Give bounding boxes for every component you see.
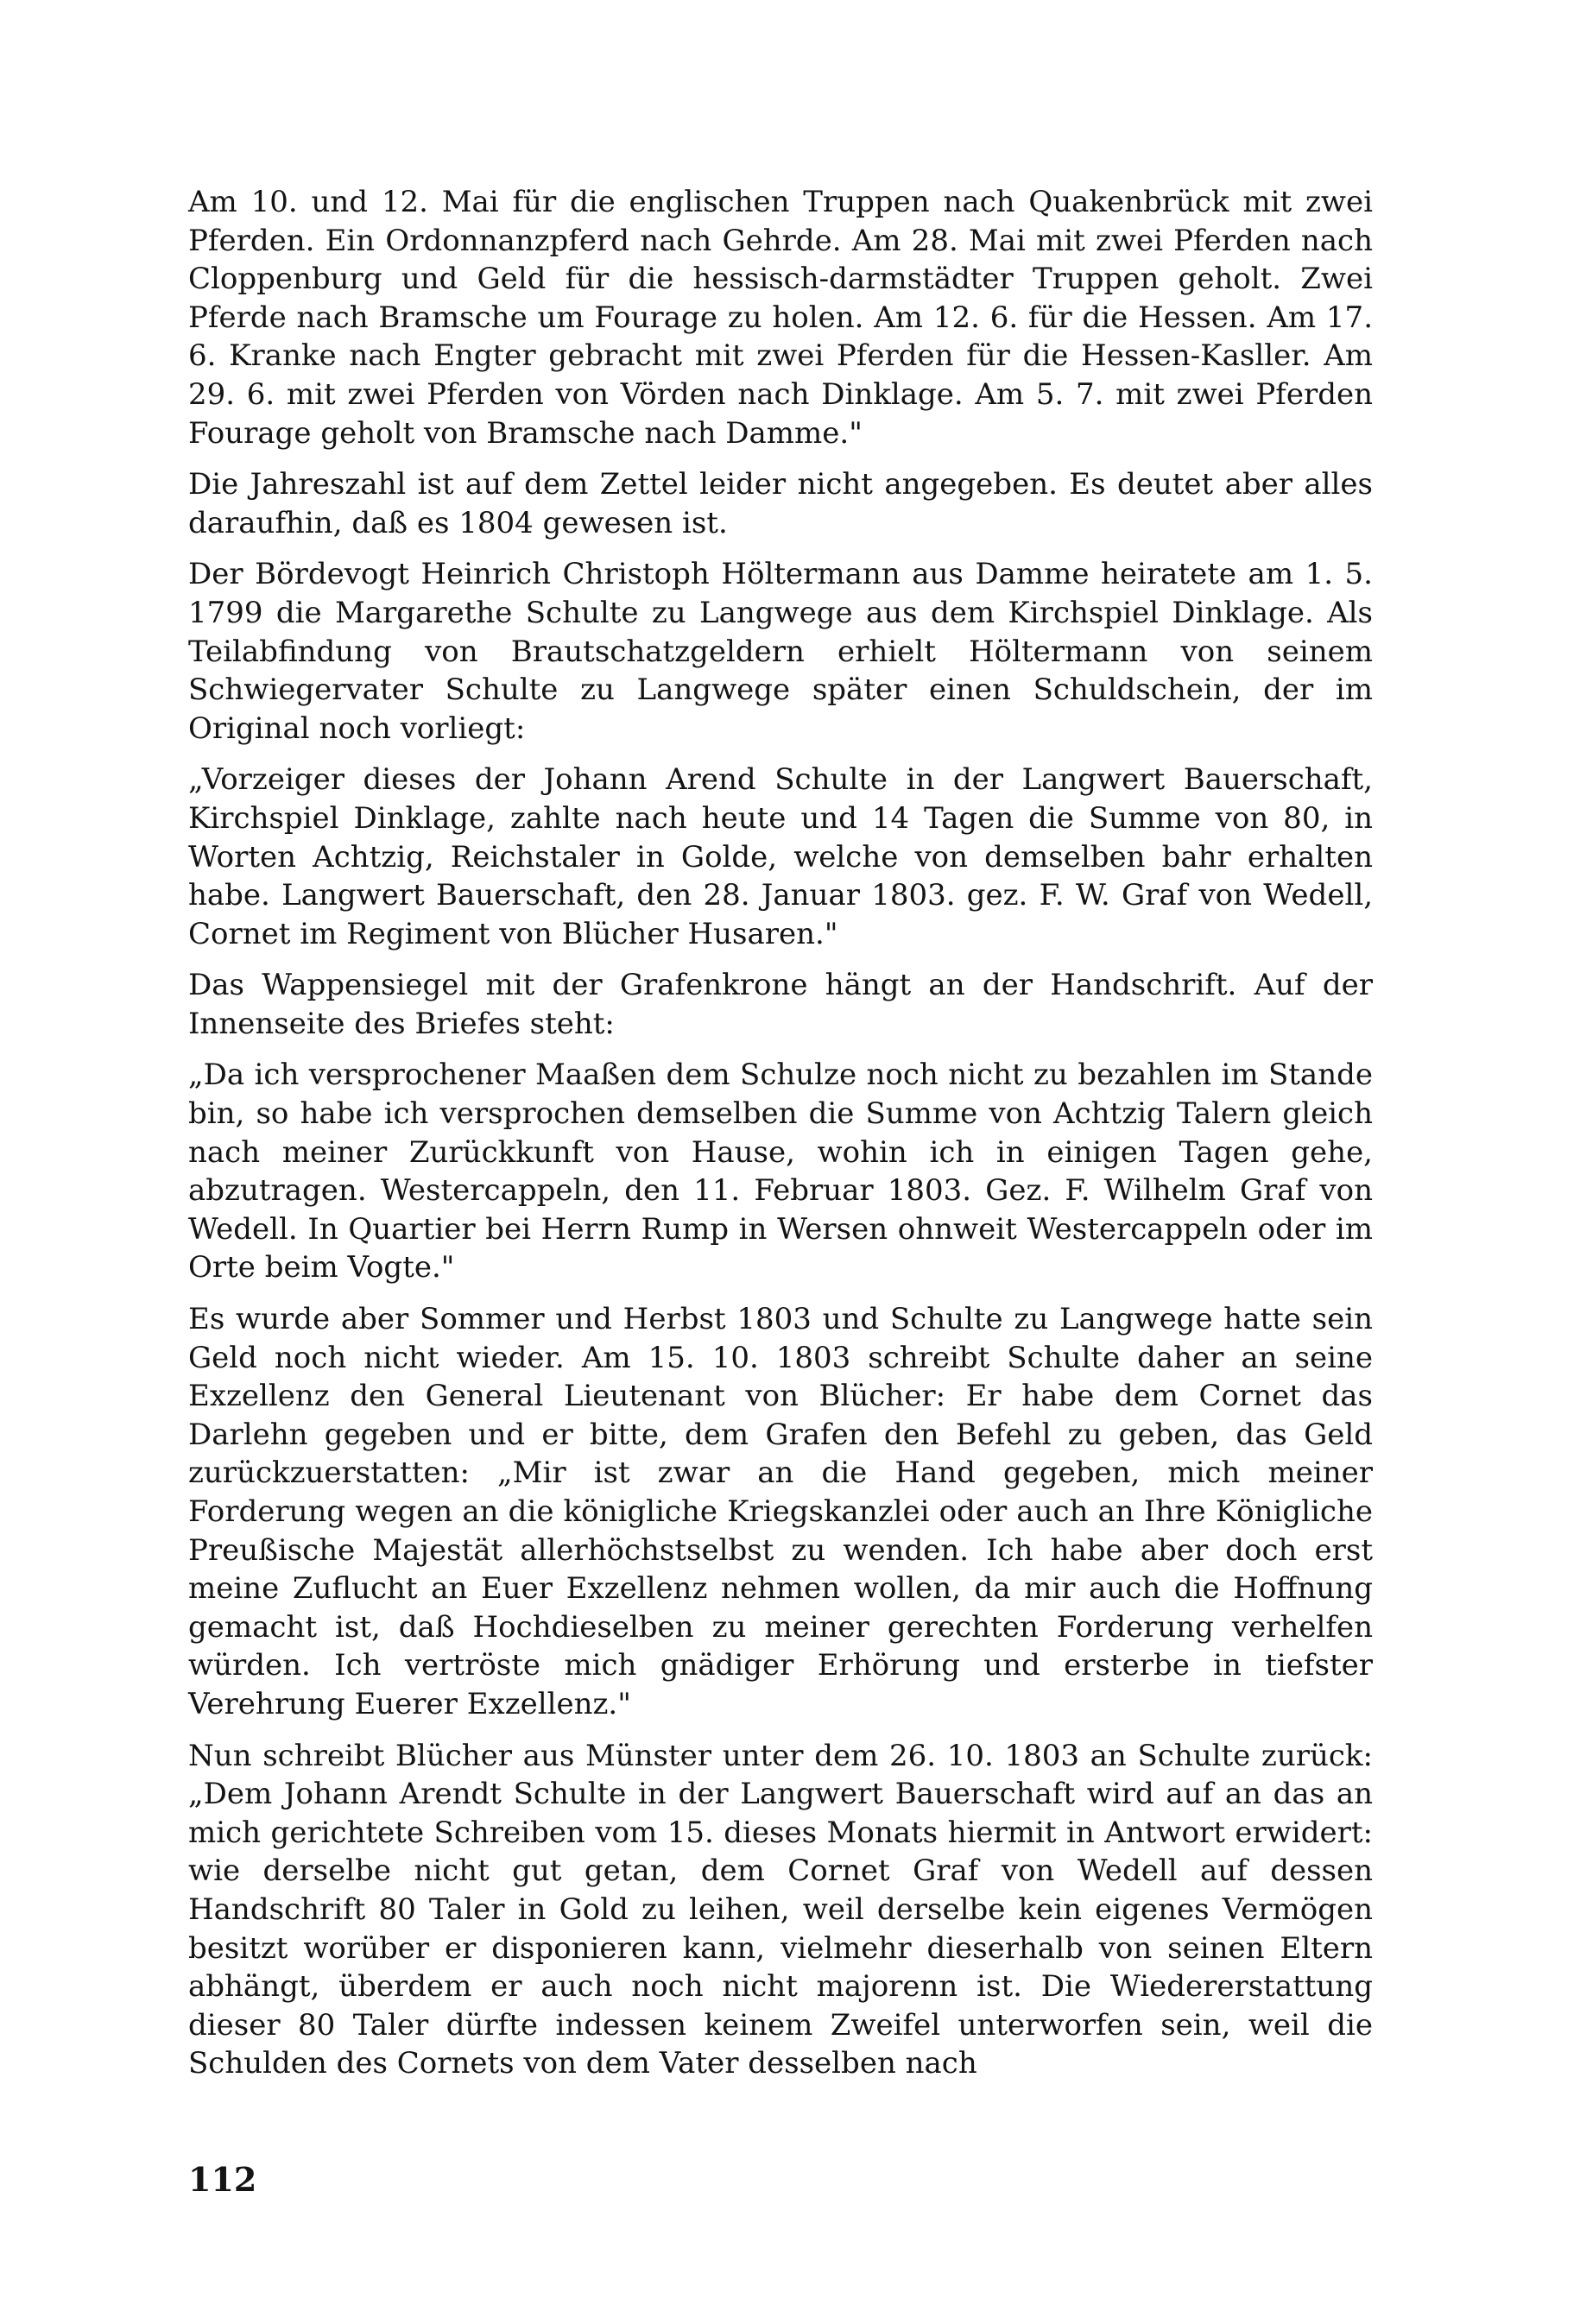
paragraph-hoeltermann: Der Bördevogt Heinrich Christoph Höltermann aus Damme heiratete am 1. 5. 1799 die Margarethe Schulte zu Langwege aus dem Kirchspiel Dinklage. Als Teilabfindung von Brautschatzgeldern erhielt Höltermann von seinem Schwiegervater Schulte zu Langwege später einen Schuldschein, der im Original noch vorliegt: xyxy=(188,557,1373,746)
paragraph-transport-log: Am 10. und 12. Mai für die englischen Truppen nach Quakenbrück mit zwei Pferden. Ein Ordonnanzpferd nach Gehrde. Am 28. Mai mit zwei Pferden nach Cloppenburg und Geld für die hessisch-darmstädter Truppen geholt. Zwei Pferde nach Bramsche um Fourage zu holen. Am 12. 6. für die Hessen. Am 17. 6. Kranke nach Engter gebracht mit zwei Pferden für die Hessen-Kasller. Am 29. 6. mit zwei Pferden von Vörden nach Dinklage. Am 5. 7. mit zwei Pferden Fourage geholt von Bramsche nach Damme." xyxy=(188,185,1373,451)
paragraph-bluecher-reply: Nun schreibt Blücher aus Münster unter dem 26. 10. 1803 an Schulte zurück: „Dem Johann Arendt Schulte in der Langwert Bauerschaft wird auf an das an mich gerichtete Schreiben vom 15. dieses Monats hiermit in Antwort erwidert: wie derselbe nicht gut getan, dem Cornet Graf von Wedell auf dessen Handschrift 80 Taler in Gold zu leihen, weil derselbe kein eigenes Vermögen besitzt worüber er disponieren kann, vielmehr dieserhalb von seinen Eltern abhängt, überdem er auch noch nicht majorenn ist. Die Wiedererstattung dieser 80 Taler dürfte indessen keinem Zweifel unterworfen sein, weil die Schulden des Cornets von dem Vater desselben nach xyxy=(188,1738,1373,2081)
paragraph-year-note: Die Jahreszahl ist auf dem Zettel leider nicht angegeben. Es deutet aber alles daraufhin, daß es 1804 gewesen ist. xyxy=(188,467,1373,540)
paragraph-petition: Es wurde aber Sommer und Herbst 1803 und Schulte zu Langwege hatte sein Geld noch nicht wieder. Am 15. 10. 1803 schreibt Schulte daher an seine Exzellenz den General Lieutenant von Blücher: Er habe dem Cornet das Darlehn gegeben und er bitte, dem Grafen den Befehl zu geben, das Geld zurückzuerstatten: „Mir ist zwar an die Hand gegeben, mich meiner Forderung wegen an die königliche Kriegskanzlei oder auch an Ihre Königliche Preußische Majestät allerhöchstselbst zu wenden. Ich habe aber doch erst meine Zuflucht an Euer Exzellenz nehmen wollen, da mir auch die Hoffnung gemacht ist, daß Hochdieselben zu meiner gerechten Forderung verhelfen würden. Ich vertröste mich gnädiger Erhörung und ersterbe in tiefster Verehrung Euerer Exzellenz." xyxy=(188,1302,1373,1721)
body-text xyxy=(188,183,1373,2096)
paragraph-seal: Das Wappensiegel mit der Grafenkrone hängt an der Handschrift. Auf der Innenseite des Briefes steht: xyxy=(188,968,1373,1041)
page-number: 112 xyxy=(188,2160,257,2199)
paragraph-inner-letter: „Da ich versprochener Maaßen dem Schulze noch nicht zu bezahlen im Stande bin, so habe ich versprochen demselben die Summe von Achtzig Talern gleich nach meiner Zurückkunft von Hause, wohin ich in einigen Tagen gehe, abzutragen. Westercappeln, den 11. Februar 1803. Gez. F. Wilhelm Graf von Wedell. In Quartier bei Herrn Rump in Wersen ohnweit Westercappeln oder im Orte beim Vogte." xyxy=(188,1058,1373,1285)
paragraph-promissory-note: „Vorzeiger dieses der Johann Arend Schulte in der Langwert Bauerschaft, Kirchspiel Dinklage, zahlte nach heute und 14 Tagen die Summe von 80, in Worten Achtzig, Reichstaler in Golde, welche von demselben bahr erhalten habe. Langwert Bauerschaft, den 28. Januar 1803. gez. F. W. Graf von Wedell, Cornet im Regiment von Blücher Husaren." xyxy=(188,762,1373,951)
